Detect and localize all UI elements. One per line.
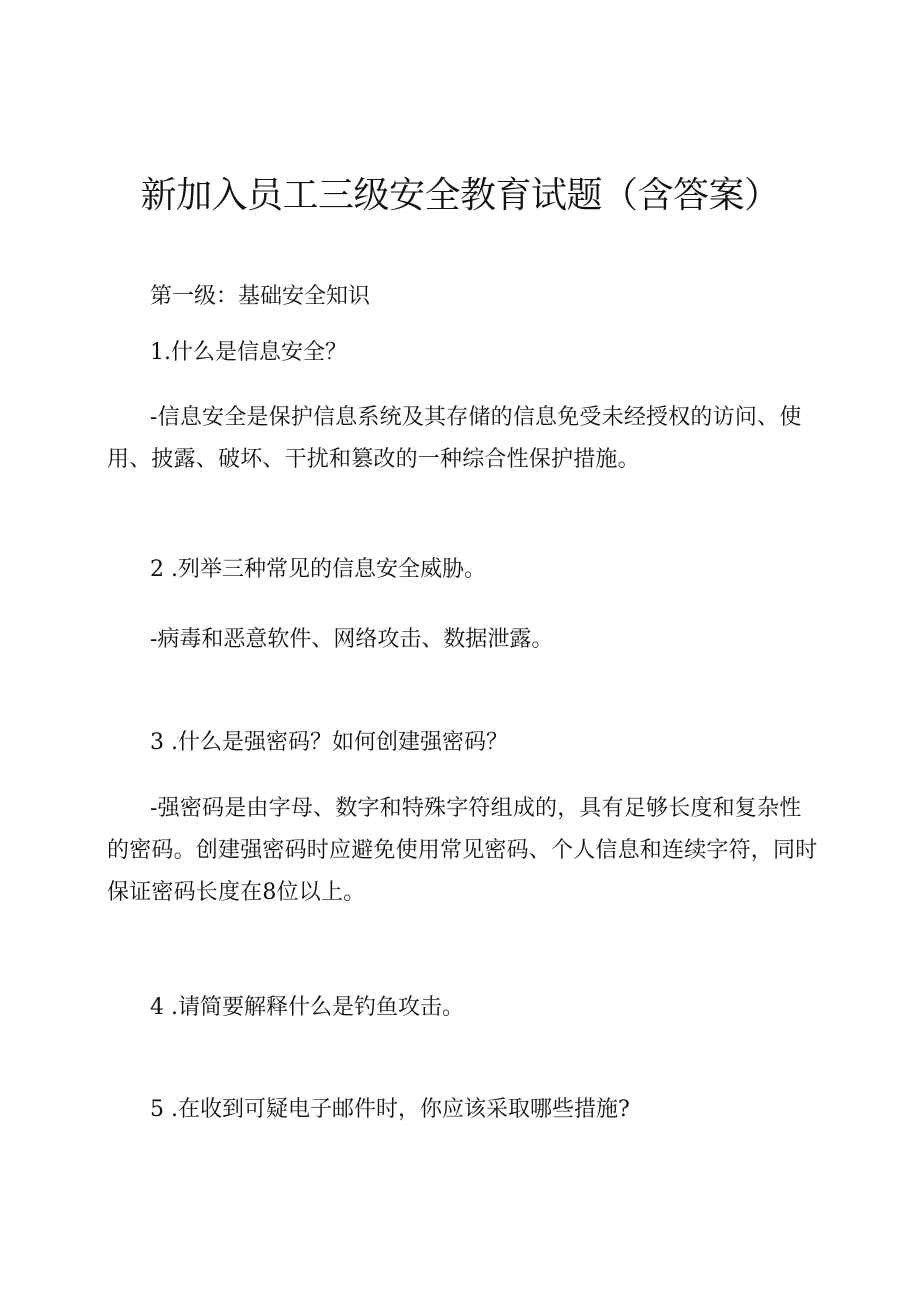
answer-2: -病毒和恶意软件、网络攻击、数据泄露。	[150, 627, 554, 652]
question-3: 3 .什么是强密码？如何创建强密码？	[150, 730, 508, 755]
question-2: 2 .列举三种常见的信息安全威胁。	[150, 557, 486, 582]
document-title: 新加入员工三级安全教育试题（含答案）	[140, 175, 780, 216]
question-1: 1.什么是信息安全？	[150, 340, 347, 365]
answer-1: -信息安全是保护信息系统及其存储的信息免受未经授权的访问、使用、披露、破坏、干扰和篡改的一种综合性保护措施。	[107, 405, 802, 472]
answer-3: -强密码是由字母、数字和特殊字符组成的，具有足够长度和复杂性的密码。创建强密码时应避免使用常见密码、个人信息和连续字符，同时保证密码长度在8位以上。	[107, 796, 818, 905]
question-4: 4 .请简要解释什么是钓鱼攻击。	[150, 995, 464, 1020]
question-5: 5 .在收到可疑电子邮件时，你应该采取哪些措施?	[150, 1097, 630, 1122]
section-heading-level1: 第一级：基础安全知识	[150, 284, 371, 309]
